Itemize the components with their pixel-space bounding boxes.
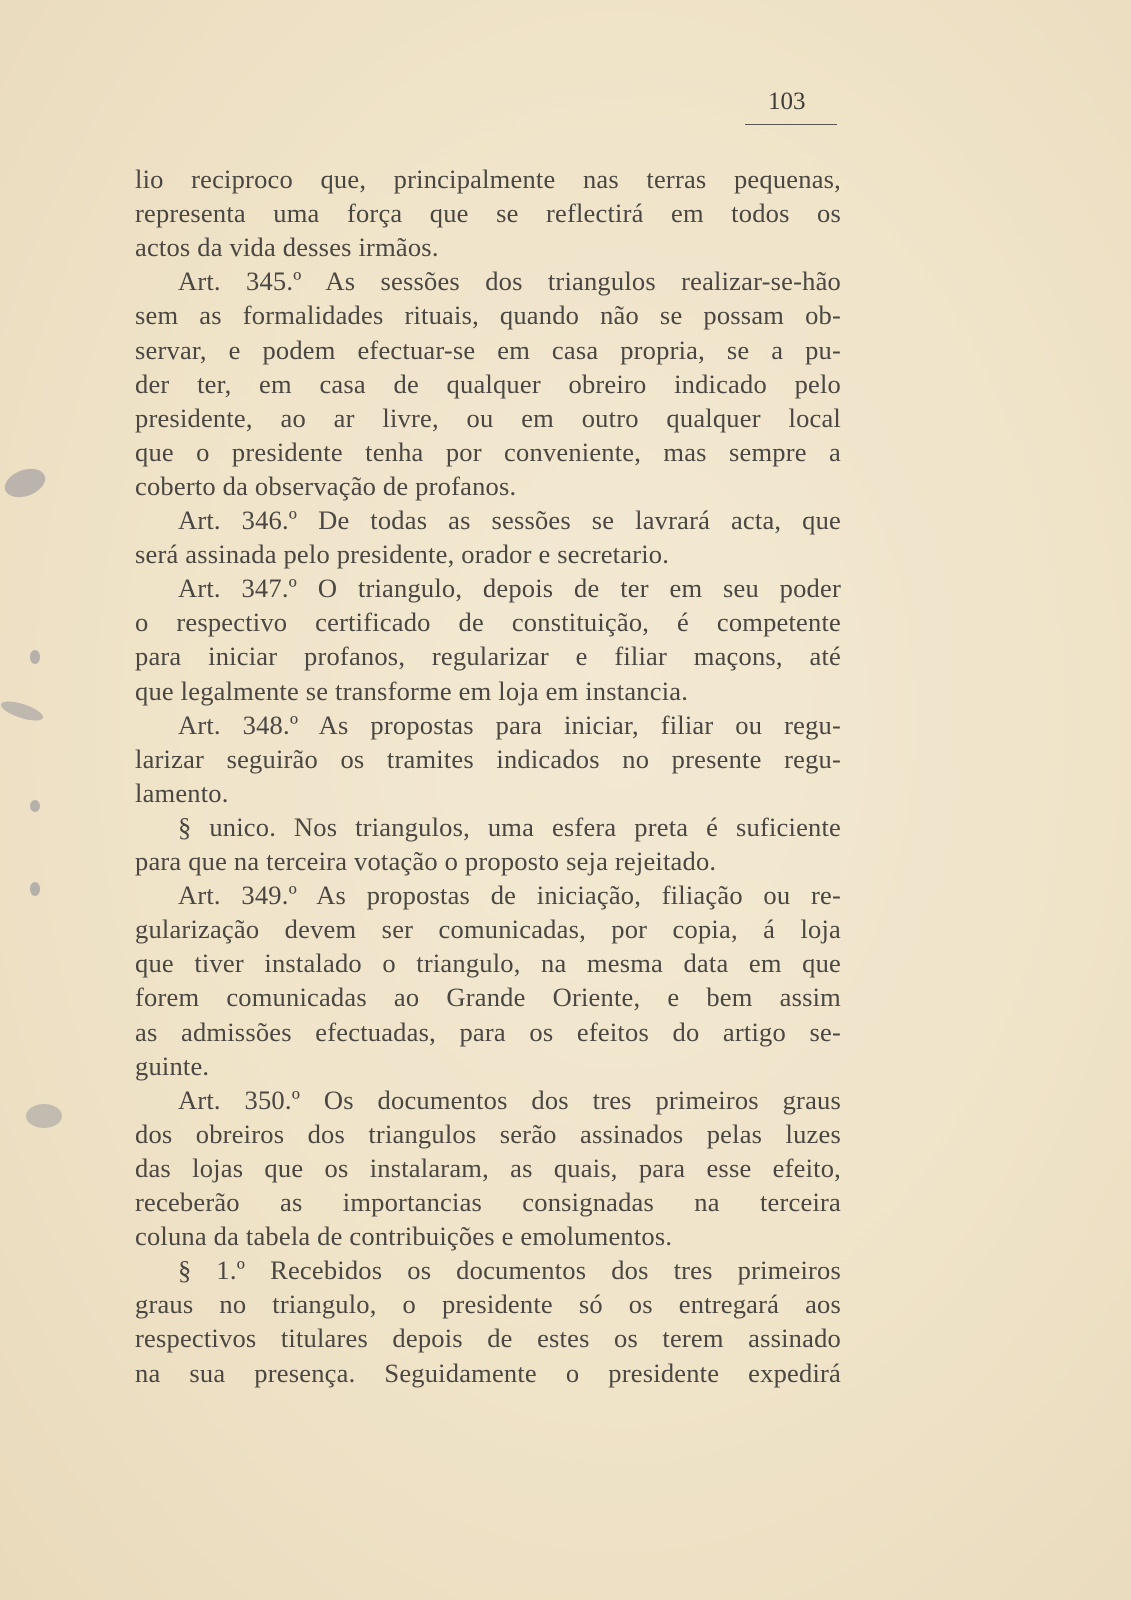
text-line: o respectivo certificado de constituição, é competente <box>135 607 841 638</box>
text-line: graus no triangulo, o presidente só os entregará aos <box>135 1289 841 1320</box>
text-line: para que na terceira votação o proposto seja rejeitado. <box>135 846 717 876</box>
text-line: § unico. Nos triangulos, uma esfera preta é suficiente <box>178 811 841 842</box>
text-line: Art. 346.º De todas as sessões se lavrará acta, que <box>178 505 841 535</box>
text-line: respectivos titulares depois de estes os terem assinado <box>135 1323 841 1354</box>
text-line: na sua presença. Seguidamente o presidente expedirá <box>135 1357 841 1388</box>
text-line: dos obreiros dos triangulos serão assinados pelas luzes <box>135 1118 841 1149</box>
text-line: receberão as importancias consignadas na terceira <box>135 1187 841 1217</box>
text-line: gularização devem ser comunicadas, por copia, á loja <box>135 914 841 945</box>
text-line: que legalmente se transforme em loja em instancia. <box>135 675 689 706</box>
text-line: coluna da tabela de contribuições e emolumentos. <box>135 1221 673 1252</box>
text-line: para iniciar profanos, regularizar e filiar maçons, até <box>135 641 841 672</box>
text-line: lamento. <box>135 777 229 808</box>
text-line: larizar seguirão os tramites indicados no presente regu- <box>135 743 841 774</box>
binding-stain <box>1 464 49 503</box>
text-line: Art. 349.º As propostas de iniciação, filiação ou re- <box>178 880 841 911</box>
text-line: actos da vida desses irmãos. <box>135 232 439 263</box>
text-line: forem comunicadas ao Grande Oriente, e bem assim <box>135 982 841 1013</box>
binding-stain <box>30 882 40 896</box>
text-line: servar, e podem efectuar-se em casa propria, se a pu- <box>135 334 841 365</box>
text-line: será assinada pelo presidente, orador e secretario. <box>135 539 670 570</box>
text-line: sem as formalidades rituais, quando não se possam ob- <box>135 300 841 331</box>
text-line: Art. 345.º As sessões dos triangulos realizar-se-hão <box>178 266 841 297</box>
binding-stain <box>30 650 40 664</box>
header-rule <box>745 124 837 125</box>
text-line: Art. 350.º Os documentos dos tres primeiros graus <box>178 1084 841 1115</box>
text-line: coberto da observação de profanos. <box>135 470 517 501</box>
text-line: que tiver instalado o triangulo, na mesma data em que <box>135 948 841 979</box>
text-line: der ter, em casa de qualquer obreiro indicado pelo <box>135 368 841 399</box>
binding-stain <box>0 698 45 725</box>
text-line: presidente, ao ar livre, ou em outro qualquer local <box>135 402 841 433</box>
text-line: Art. 347.º O triangulo, depois de ter em seu poder <box>178 573 841 604</box>
text-line: § 1.º Recebidos os documentos dos tres primeiros <box>178 1255 841 1286</box>
text-line: das lojas que os instalaram, as quais, para esse efeito, <box>135 1152 841 1183</box>
binding-stain <box>30 800 40 812</box>
text-line: que o presidente tenha por conveniente, mas sempre a <box>135 436 841 467</box>
text-line: guinte. <box>135 1050 210 1081</box>
text-line: lio reciproco que, principalmente nas terras pequenas, <box>135 164 841 194</box>
text-line: Art. 348.º As propostas para iniciar, filiar ou regu- <box>178 709 841 740</box>
text-line: representa uma força que se reflectirá em todos os <box>135 198 841 229</box>
binding-stain <box>26 1104 62 1128</box>
page-number: 103 <box>768 88 806 115</box>
text-line: as admissões efectuadas, para os efeitos do artigo se- <box>135 1016 841 1047</box>
